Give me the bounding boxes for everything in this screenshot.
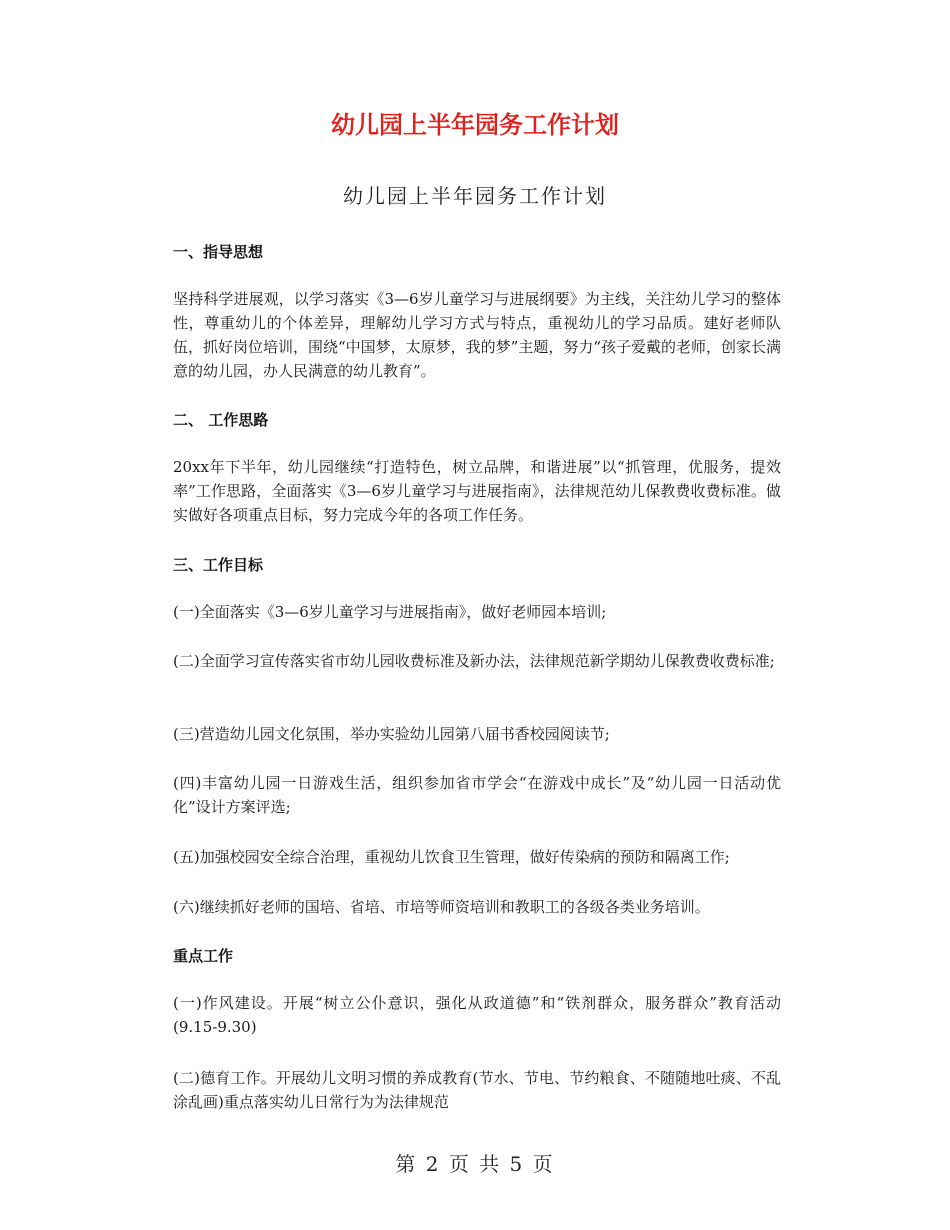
- goal-item: (二)全面学习宣传落实省市幼儿园收费标准及新办法，法律规范新学期幼儿保教费收费标准;: [173, 652, 775, 670]
- section-heading-thinking: 二、 工作思路: [173, 411, 269, 429]
- page-title: 幼儿园上半年园务工作计划: [331, 111, 619, 139]
- key-work-item: (二)德育工作。开展幼儿文明习惯的养成教育(节水、节电、节约粮食、不随随地吐痰、不乱涂乱画)重点落实幼儿日常行为为法律规范: [173, 1069, 781, 1111]
- goal-item: (三)营造幼儿园文化氛围，举办实验幼儿园第八届书香校园阅读节;: [173, 725, 610, 743]
- paragraph-guiding-text: 坚持科学进展观，以学习落实《3—6岁儿童学习与进展纲要》为主线，关注幼儿学习的整体性，尊重幼儿的个体差异，理解幼儿学习方式与特点，重视幼儿的学习品质。建好老师队伍，抓好岗位培训，围绕“中国梦，太原梦，我的梦”主题，努力“孩子爱戴的老师，创家长满意的幼儿园，办人民满意的幼儿教育”。: [173, 290, 782, 380]
- goal-item: (一)全面落实《3—6岁儿童学习与进展指南》，做好老师园本培训;: [173, 603, 607, 621]
- goal-item: (六)继续抓好老师的国培、省培、市培等师资培训和教职工的各级各类业务培训。: [173, 898, 710, 916]
- page-subtitle: 幼儿园上半年园务工作计划: [343, 184, 607, 208]
- key-work-item: (一)作风建设。开展“树立公仆意识，强化从政道德”和“铁剂群众，服务群众”教育活动(9.15-9.30): [173, 994, 781, 1036]
- paragraph-thinking: 20xx年下半年，幼儿园继续“打造特色，树立品牌，和谐进展”以“抓管理，优服务，提效率”工作思路，全面落实《3—6岁儿童学习与进展指南》，法律规范幼儿保教费收费标准。做实做好各项重点目标，努力完成今年的各项工作任务。: [173, 458, 781, 524]
- goal-item: (四)丰富幼儿园一日游戏生活，组织参加省市学会“在游戏中成长”及“幼儿园一日活动优化”设计方案评选;: [173, 774, 781, 816]
- section-heading-goals: 三、工作目标: [173, 556, 264, 574]
- section-heading-guiding: 一、指导思想: [173, 243, 264, 261]
- section-heading-key-work: 重点工作: [173, 947, 234, 965]
- goal-item: (五)加强校园安全综合治理，重视幼儿饮食卫生管理，做好传染病的预防和隔离工作;: [173, 848, 730, 866]
- page-footer: 第 2 页 共 5 页: [395, 1152, 555, 1176]
- paragraph-guiding: [173, 287, 781, 383]
